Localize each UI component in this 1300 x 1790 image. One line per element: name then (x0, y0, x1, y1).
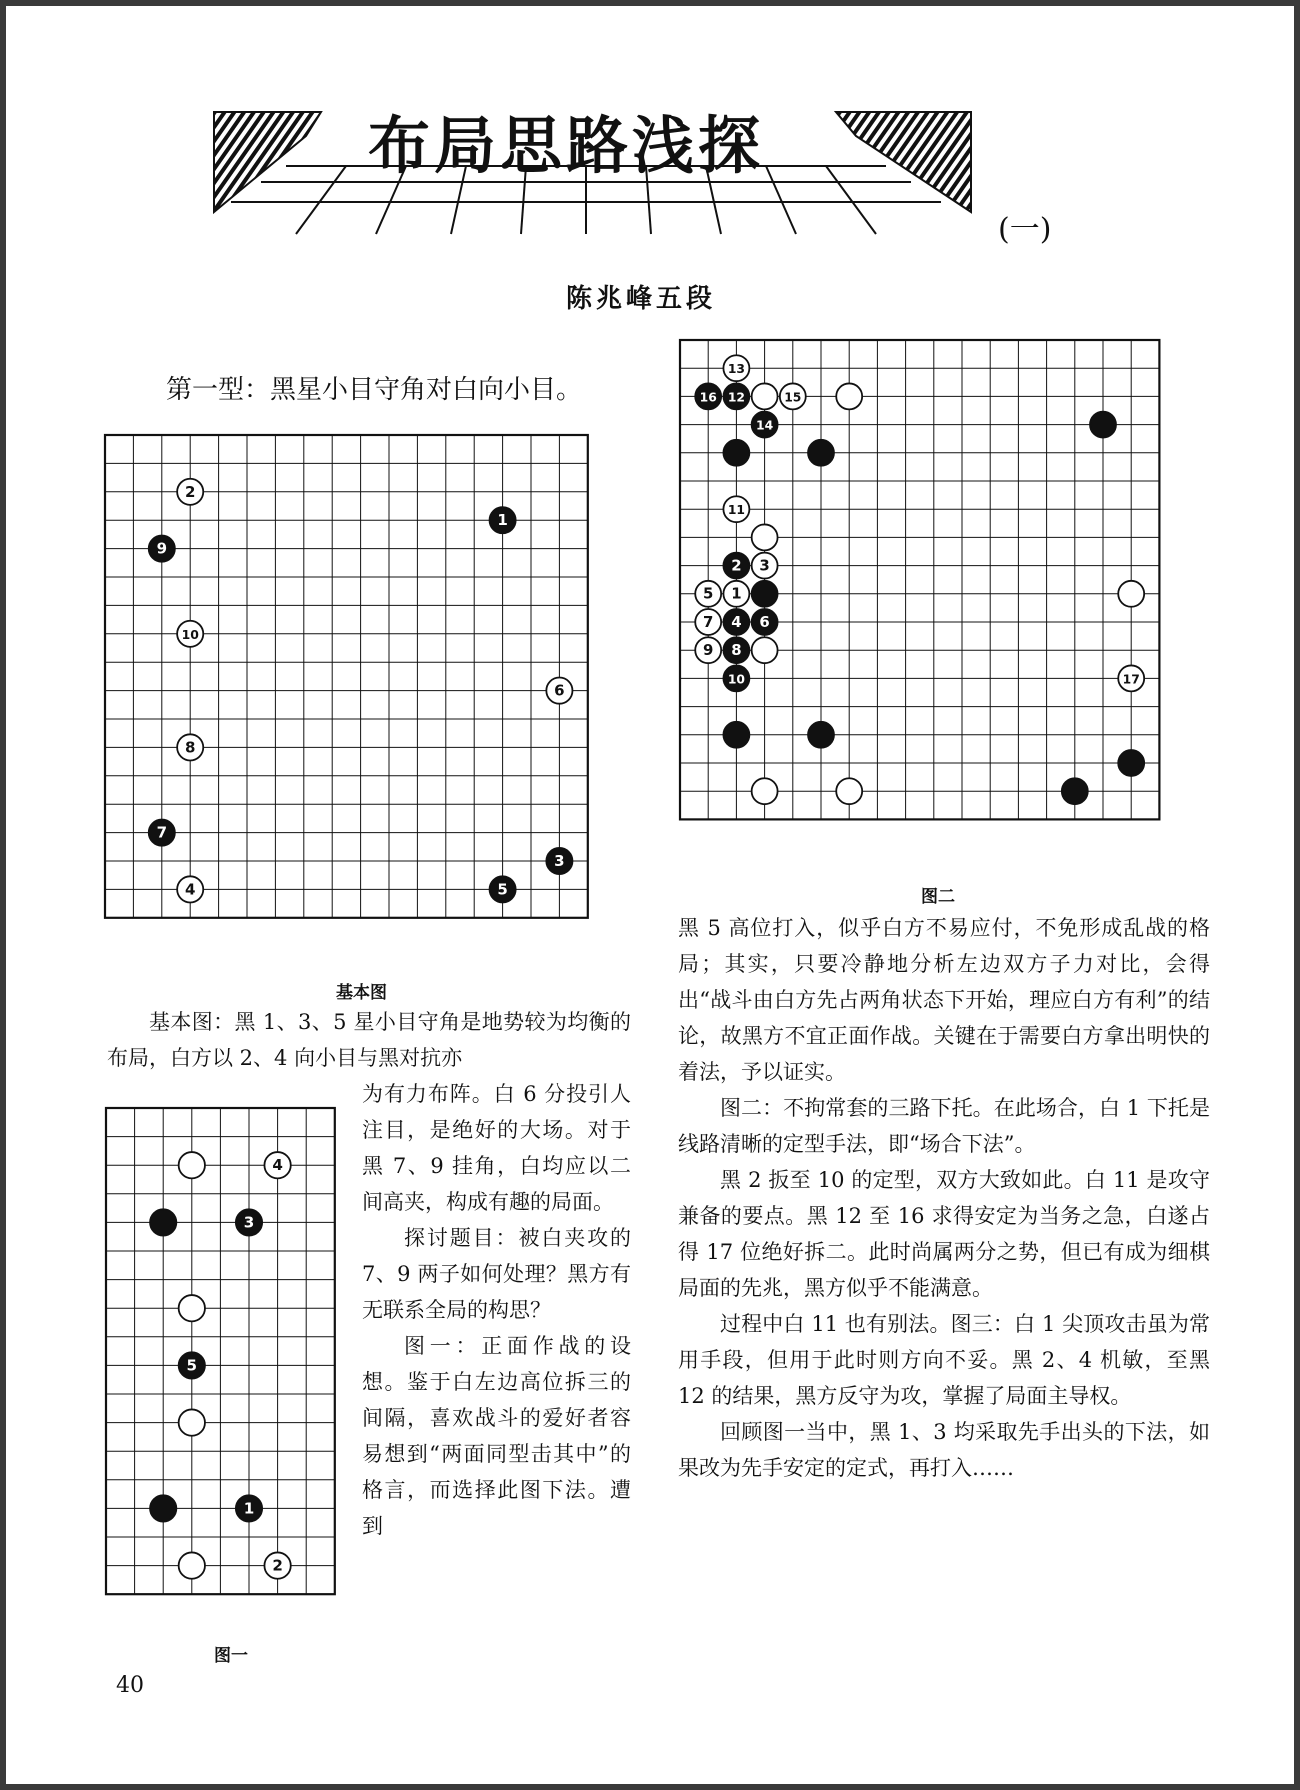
move-number: 6 (759, 612, 770, 631)
move-number: 8 (184, 738, 196, 757)
article-title: 布局思路浅探 (368, 109, 765, 182)
caption-basic-diagram: 基本图 (336, 983, 387, 1003)
move-number: 4 (184, 880, 196, 899)
move-number: 2 (272, 1556, 283, 1575)
black-stone (723, 440, 749, 466)
black-stone (808, 440, 834, 466)
stone-disc (1118, 581, 1144, 607)
white-stone (177, 876, 203, 902)
paragraph-figure-1: 图一：正面作战的设想。鉴于白左边高位拆三的间隔，喜欢战斗的爱好者容易想到“两面同型击其中”的格言，而选择此图下法。遭到 (362, 1334, 631, 1538)
move-number: 1 (731, 584, 742, 603)
black-stone (546, 848, 572, 874)
go-board-basic (101, 431, 621, 951)
black-stone (179, 1352, 205, 1378)
black-stone (150, 1495, 176, 1521)
board-border (680, 340, 1159, 819)
move-number: 2 (184, 482, 196, 501)
move-number: 1 (497, 511, 508, 530)
black-stone (150, 1209, 176, 1235)
black-stone (752, 581, 778, 607)
black-stone (723, 383, 749, 409)
white-stone (177, 621, 203, 647)
black-stone (723, 553, 749, 579)
white-stone (723, 496, 749, 522)
stone-disc (836, 383, 862, 409)
white-stone (264, 1152, 290, 1178)
move-number: 1 (243, 1499, 255, 1518)
left-column-text-wrap (362, 1076, 631, 1544)
black-stone (1118, 750, 1144, 776)
white-stone (780, 383, 806, 409)
paragraph-review: 回顾图一当中，黑 1、3 均采取先手出头的下法，如果改为先手安定的定式，再打入…… (678, 1420, 1210, 1480)
board-grid (105, 435, 588, 918)
black-stone (723, 637, 749, 663)
move-number: 5 (186, 1356, 198, 1375)
move-number: 7 (703, 612, 714, 631)
section-subtitle: 第一型：黑星小目守角对白向小目。 (166, 375, 583, 405)
white-stone (723, 355, 749, 381)
stone-disc (179, 1152, 205, 1178)
white-stone (179, 1295, 205, 1321)
paragraph-alternative: 过程中白 11 也有别法。图三：白 1 尖顶攻击虽为常用手段，但用于此时则方向不妥。黑 2、4 机敏，至黑 12 的结果，黑方反守为攻，掌握了局面主导权。 (678, 1312, 1210, 1408)
white-stone (179, 1152, 205, 1178)
white-stone (695, 609, 721, 635)
move-number: 4 (731, 612, 742, 631)
stone-disc (723, 440, 749, 466)
black-stone (808, 722, 834, 748)
white-stone (1118, 581, 1144, 607)
board-grid (680, 340, 1159, 819)
board-grid (106, 1108, 335, 1594)
page-number: 40 (116, 1673, 144, 1698)
stone-disc (723, 722, 749, 748)
stone-disc (150, 1495, 176, 1521)
black-stone (149, 536, 175, 562)
stone-disc (179, 1552, 205, 1578)
white-stone (752, 637, 778, 663)
move-number: 16 (699, 390, 717, 405)
move-number: 9 (156, 539, 168, 558)
white-stone (1118, 665, 1144, 691)
stone-disc (808, 440, 834, 466)
stone-disc (836, 778, 862, 804)
white-stone (177, 734, 203, 760)
white-stone (752, 778, 778, 804)
paragraph-question: 探讨题目：被白夹攻的 7、9 两子如何处理？黑方有无联系全局的构思？ (362, 1226, 631, 1322)
stone-disc (752, 778, 778, 804)
black-stone (723, 665, 749, 691)
stone-disc (1118, 750, 1144, 776)
move-number: 10 (727, 672, 745, 687)
stone-disc (752, 383, 778, 409)
paragraph-sequence: 黑 2 扳至 10 的定型，双方大致如此。白 11 是攻守兼备的要点。黑 12 至 16 求得安定为当务之急，白遂占得 17 位绝好拆二。此时尚属两分之势，但已有成为细棋局面的先兆，黑方似乎不能满意。 (678, 1168, 1210, 1300)
black-stone (490, 507, 516, 533)
black-stone (752, 412, 778, 438)
white-stone (723, 581, 749, 607)
black-stone (695, 383, 721, 409)
move-number: 4 (272, 1156, 283, 1175)
white-stone (179, 1552, 205, 1578)
move-number: 10 (181, 626, 199, 642)
move-number: 17 (1122, 672, 1140, 687)
move-number: 3 (554, 851, 565, 870)
stone-disc (752, 637, 778, 663)
white-stone (695, 637, 721, 663)
black-stone (149, 820, 175, 846)
black-stone (1062, 778, 1088, 804)
move-number: 6 (554, 681, 565, 700)
right-column-text (678, 910, 1210, 1486)
move-number: 7 (156, 823, 168, 842)
paragraph-figure-2: 图二：不拘常套的三路下托。在此场合，白 1 下托是线路清晰的定型手法，即“场合下法”。 (678, 1096, 1210, 1156)
move-number: 15 (784, 390, 802, 405)
move-number: 3 (243, 1213, 255, 1232)
white-stone (752, 553, 778, 579)
stone-disc (752, 581, 778, 607)
paragraph-basic-b: 为有力布阵。白 6 分投引人注目，是绝好的大场。对于黑 7、9 挂角，白均应以二间高夹，构成有趣的局面。 (362, 1082, 631, 1214)
black-stone (723, 609, 749, 635)
paragraph-basic-a: 基本图：黑 1、3、5 星小目守角是地势较为均衡的布局，白方以 2、4 向小目与黑对抗亦 (107, 1010, 631, 1070)
white-stone (177, 479, 203, 505)
white-stone (752, 524, 778, 550)
author-byline: 陈兆峰五段 (566, 284, 717, 314)
stone-disc (1090, 412, 1116, 438)
stone-disc (150, 1209, 176, 1235)
stone-disc (752, 524, 778, 550)
white-stone (546, 678, 572, 704)
white-stone (836, 778, 862, 804)
book-page (6, 6, 1294, 1784)
black-stone (1090, 412, 1116, 438)
move-number: 9 (703, 641, 714, 660)
stone-disc (808, 722, 834, 748)
white-stone (264, 1552, 290, 1578)
black-stone (490, 876, 516, 902)
move-number: 11 (727, 503, 745, 518)
move-number: 3 (759, 556, 770, 575)
move-number: 8 (731, 641, 742, 660)
stone-disc (179, 1409, 205, 1435)
go-board-fig2 (676, 336, 1196, 856)
move-number: 14 (756, 418, 774, 433)
caption-figure-2: 图二 (921, 887, 955, 907)
black-stone (236, 1209, 262, 1235)
go-board-fig1 (102, 1104, 347, 1624)
stone-disc (179, 1295, 205, 1321)
move-number: 13 (727, 362, 745, 377)
white-stone (695, 581, 721, 607)
move-number: 2 (731, 556, 742, 575)
move-number: 5 (497, 880, 508, 899)
paragraph-right-continued: 黑 5 高位打入，似乎白方不易应付，不免形成乱战的格局；其实，只要冷静地分析左边双方子力对比，会得出“战斗由白方先占两角状态下开始，理应白方有利”的结论，故黑方不宜正面作战。关键在于需要白方拿出明快的着法，予以证实。 (678, 916, 1210, 1084)
white-stone (752, 383, 778, 409)
black-stone (236, 1495, 262, 1521)
move-number: 12 (727, 390, 745, 405)
move-number: 5 (703, 584, 714, 603)
white-stone (836, 383, 862, 409)
series-number: (一) (998, 212, 1052, 247)
black-stone (723, 722, 749, 748)
black-stone (752, 609, 778, 635)
white-stone (179, 1409, 205, 1435)
left-column-text (107, 1004, 631, 1076)
board-border (105, 435, 588, 918)
stone-disc (1062, 778, 1088, 804)
caption-figure-1: 图一 (214, 1646, 248, 1666)
